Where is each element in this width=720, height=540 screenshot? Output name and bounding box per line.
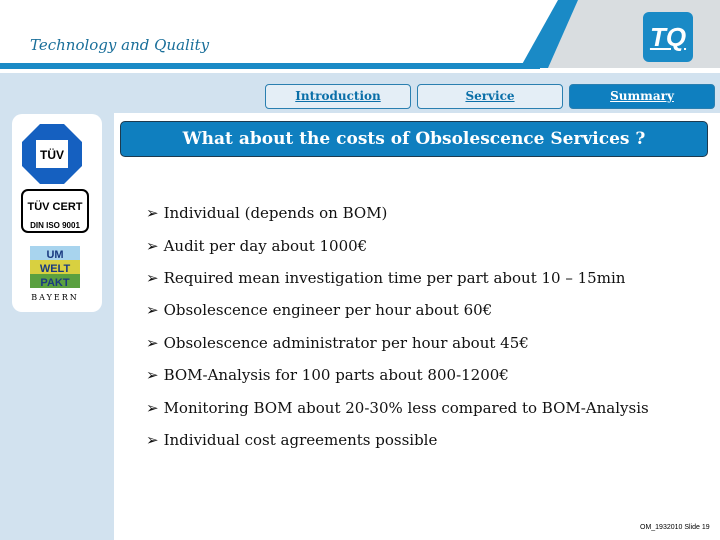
- bullet-item: ➢ Individual cost agreements possible: [146, 431, 438, 449]
- certification-logos: [12, 114, 102, 312]
- svg-text:TÜV: TÜV: [40, 148, 64, 162]
- arrow-bullet-icon: ➢: [146, 431, 159, 449]
- svg-text:TÜV CERT: TÜV CERT: [27, 201, 83, 213]
- bullet-item: ➢ Audit per day about 1000€: [146, 237, 368, 255]
- svg-text:UM: UM: [46, 249, 64, 261]
- svg-text:BAYERN: BAYERN: [31, 293, 79, 302]
- slide-title: What about the costs of Obsolescence Services ?: [120, 121, 708, 157]
- bullet-item: ➢ Individual (depends on BOM): [146, 204, 388, 222]
- bullet-item: ➢ Monitoring BOM about 20-30% less compared to BOM-Analysis: [146, 399, 649, 417]
- certification-logos-graphic: [12, 114, 102, 312]
- svg-text:WELT: WELT: [39, 263, 71, 275]
- slide-footer: OM_1932010 Slide 19: [640, 524, 710, 531]
- tab-introduction[interactable]: Introduction: [265, 84, 411, 109]
- arrow-bullet-icon: ➢: [146, 334, 159, 352]
- arrow-bullet-icon: ➢: [146, 301, 159, 319]
- arrow-bullet-icon: ➢: [146, 237, 159, 255]
- umweltpakt-icon: [30, 246, 80, 302]
- bullet-item: ➢ BOM-Analysis for 100 parts about 800-1200€: [146, 366, 509, 384]
- svg-text:DIN ISO 9001: DIN ISO 9001: [30, 221, 80, 230]
- arrow-bullet-icon: ➢: [146, 399, 159, 417]
- tab-summary[interactable]: Summary: [569, 84, 715, 109]
- svg-text:PAKT: PAKT: [40, 277, 70, 289]
- arrow-bullet-icon: ➢: [146, 269, 159, 287]
- header-title: Technology and Quality: [30, 36, 210, 54]
- bullet-item: ➢ Obsolescence administrator per hour about 45€: [146, 334, 529, 352]
- slide-content-area: [114, 113, 720, 540]
- tq-logo: TQ: [643, 12, 693, 62]
- arrow-bullet-icon: ➢: [146, 366, 159, 384]
- bullet-item: ➢ Obsolescence engineer per hour about 60€: [146, 301, 493, 319]
- arrow-bullet-icon: ➢: [146, 204, 159, 222]
- header-divider: [0, 69, 720, 73]
- bullet-item: ➢ Required mean investigation time per part about 10 – 15min: [146, 269, 626, 287]
- tab-service[interactable]: Service: [417, 84, 563, 109]
